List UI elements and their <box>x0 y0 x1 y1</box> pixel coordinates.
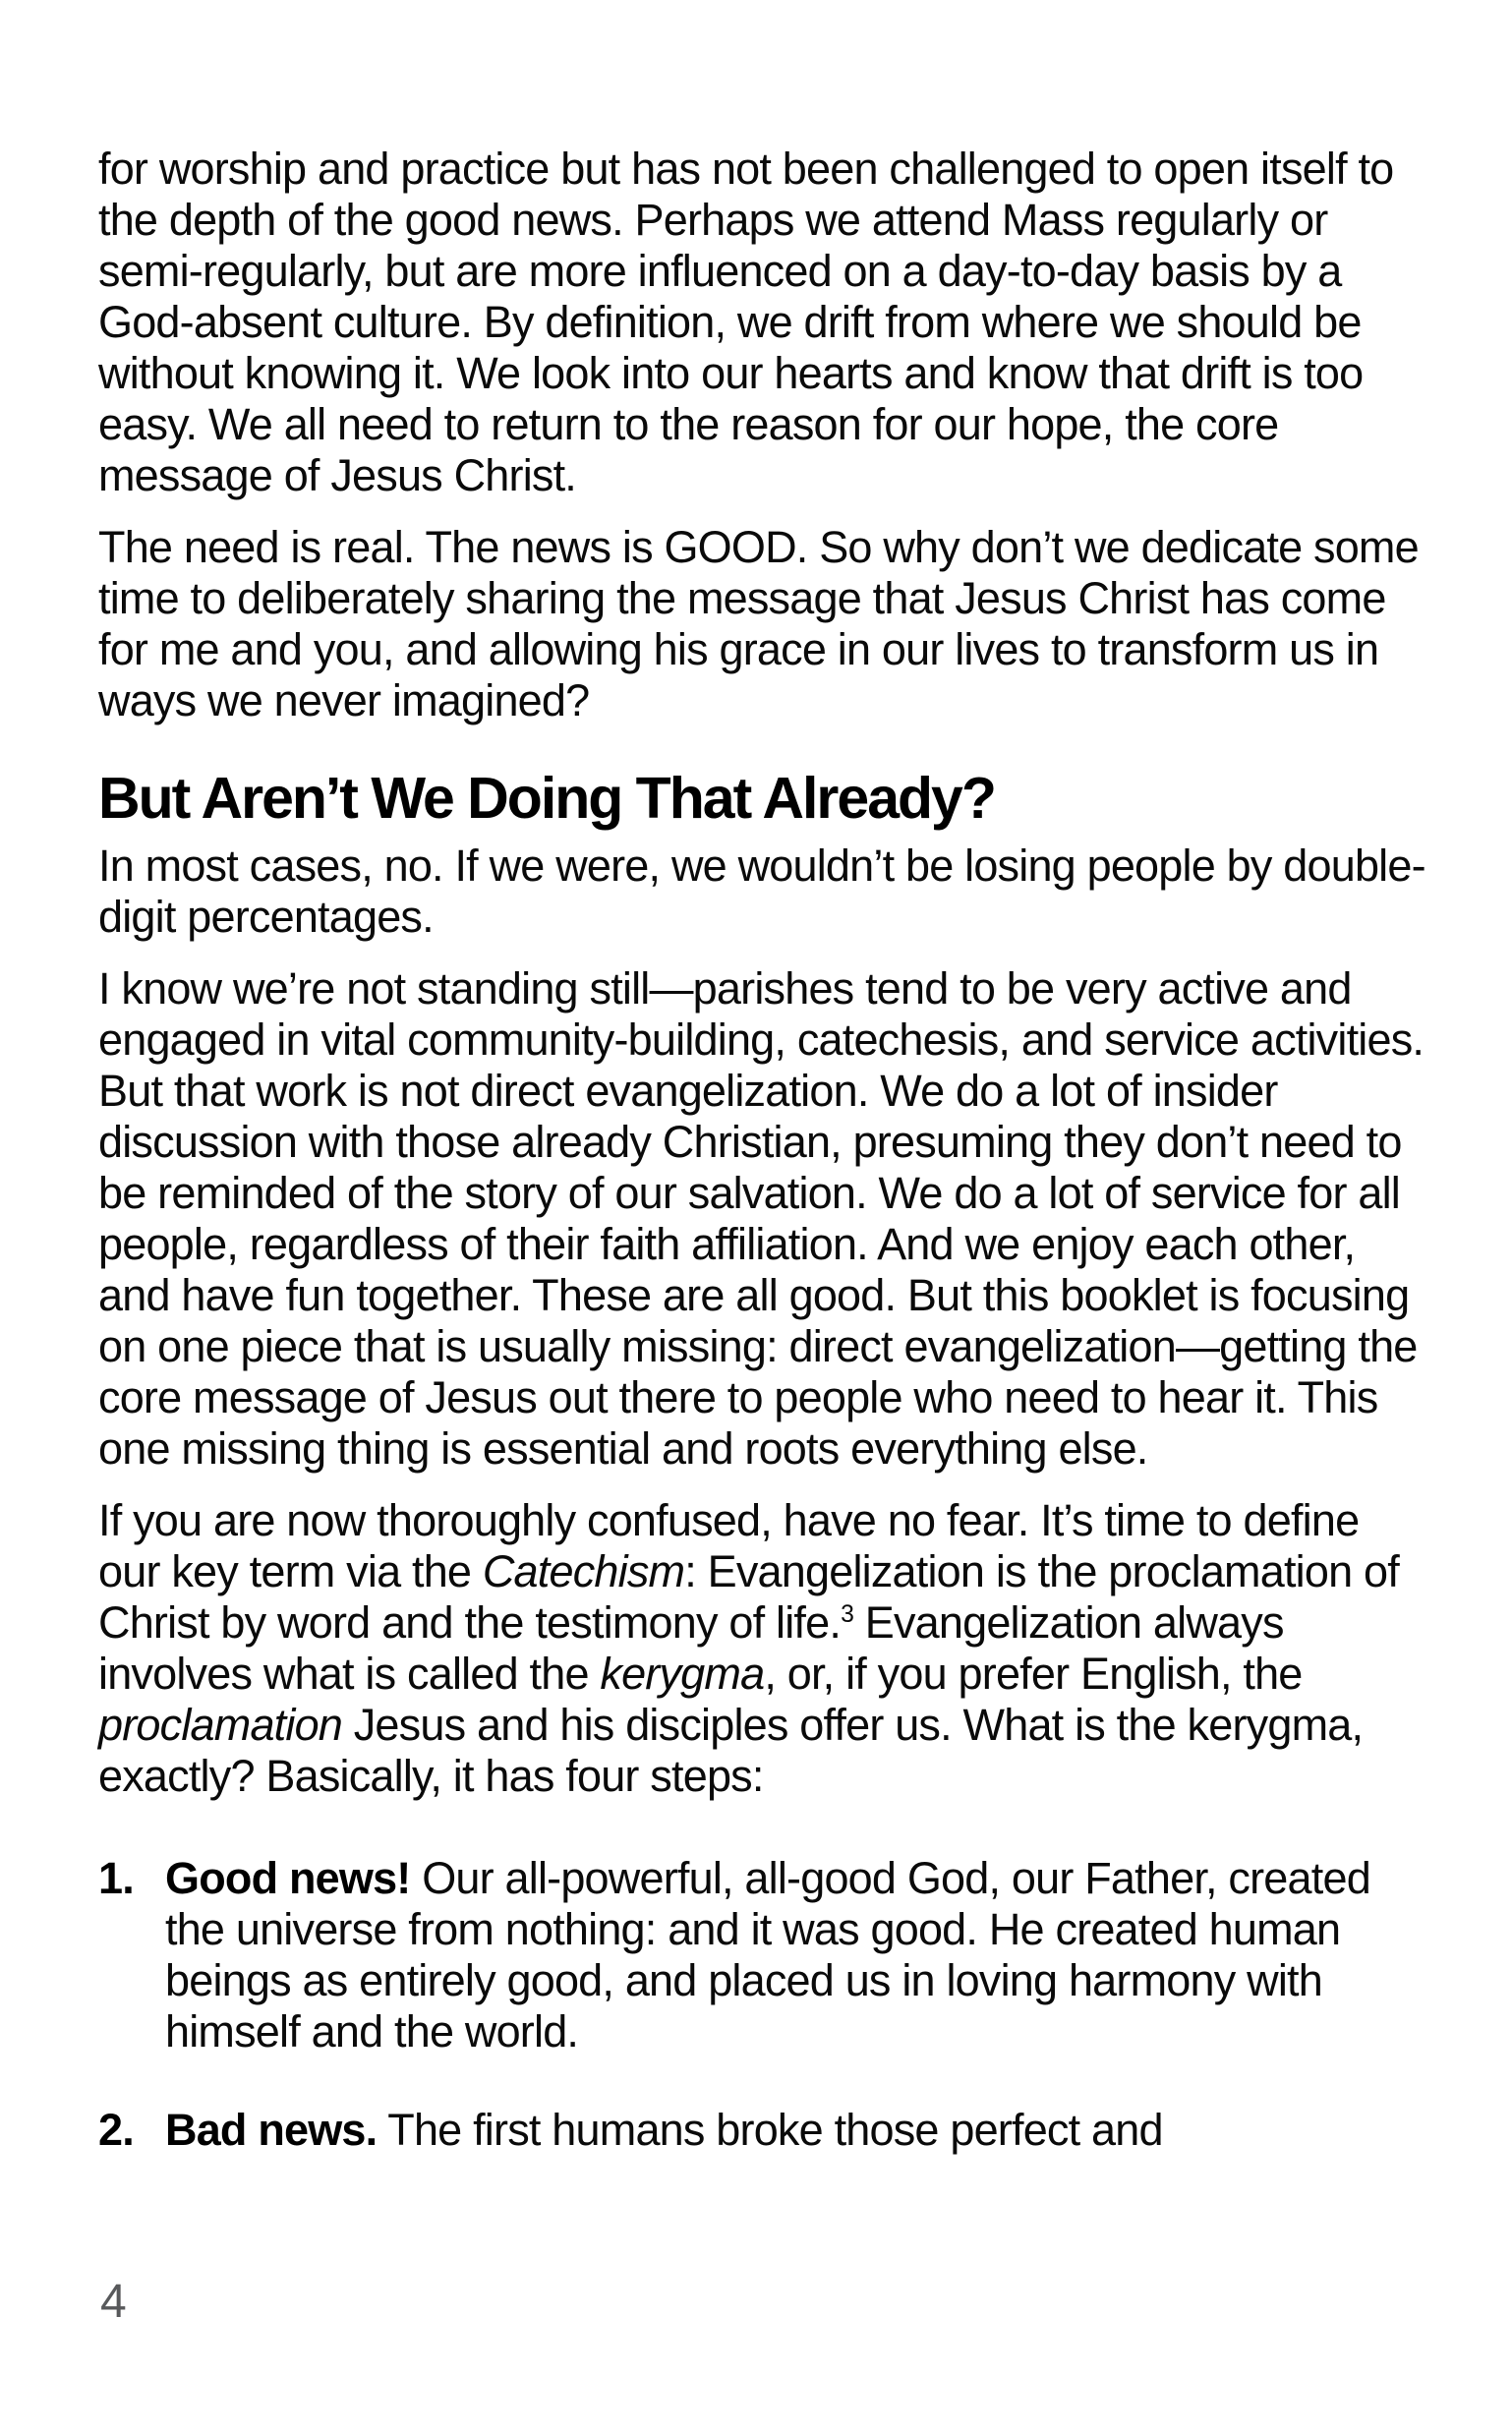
paragraph-worship-drift: for worship and practice but has not been challenged to open itself to the depth of the good news. Perhaps we attend Mass regularly or semi-regularly, but are more influenced on a day-to-day basis by a God-absent culture. By definition, we drift from where we should be without knowing it. We look into our hearts and know that drift is too easy. We all need to return to the reason for our hope, the core message of Jesus Christ. <box>98 144 1394 500</box>
list-item-body <box>165 2105 1425 2156</box>
page-number: 4 <box>100 2276 127 2328</box>
italic-term-proclamation: proclamation <box>98 1700 343 1750</box>
list-item-lead: Good news! <box>165 1853 411 1903</box>
list-item-number: 1. <box>98 1853 134 1903</box>
kerygma-steps-list <box>98 1853 1425 2156</box>
define-segment-2: : Evangelization is the proclamation of Christ by word and the testimony of life. <box>98 1546 1399 1648</box>
define-segment-4: , or, if you prefer English, the <box>764 1649 1303 1699</box>
list-item-bad-news <box>98 2105 1425 2156</box>
define-segment-1: If you are now thoroughly confused, have no fear. It’s time to define our key term via the <box>98 1495 1360 1596</box>
paragraph-define-evangelization <box>98 1495 1425 1802</box>
list-item-number: 2. <box>98 2105 134 2155</box>
section-heading-but-arent-we-doing-that-already: But Aren’t We Doing That Already? <box>98 766 995 831</box>
footnote-marker-3: 3 <box>841 1601 854 1628</box>
paragraph-need-is-real: The need is real. The news is GOOD. So why don’t we dedicate some time to deliberately sharing the message that Jesus Christ has come for me and you, and allowing his grace in our lives to transform us in ways we never imagined? <box>98 522 1419 725</box>
paragraph-in-most-cases: In most cases, no. If we were, we wouldn’t be losing people by double-digit percentages. <box>98 840 1425 942</box>
list-item-lead: Bad news. <box>165 2105 378 2155</box>
list-item-body <box>165 1853 1425 2057</box>
define-segment-3: Evangelization always involves what is called the <box>98 1597 1284 1699</box>
italic-term-kerygma: kerygma <box>600 1649 765 1699</box>
italic-term-catechism: Catechism <box>482 1546 685 1596</box>
list-item-text: Our all-powerful, all-good God, our Father, created the universe from nothing: and it was good. He created human beings as entirely good, and placed us in loving harmony with himself and the world. <box>165 1853 1370 2056</box>
list-item-good-news <box>98 1853 1425 2057</box>
paragraph-parish-activity: I know we’re not standing still—parishes tend to be very active and engaged in vital community-building, catechesis, and service activities. But that work is not direct evangelization. We do a lot of insider discussion with those already Christian, presuming they don’t need to be reminded of the story of our salvation. We do a lot of service for all people, regardless of their faith affiliation. And we enjoy each other, and have fun together. These are all good. But this booklet is focusing on one piece that is usually missing: direct evangelization—getting the core message of Jesus out there to people who need to hear it. This one missing thing is essential and roots everything else. <box>98 963 1425 1474</box>
list-item-text: The first humans broke those perfect and <box>387 2105 1163 2155</box>
define-segment-5: Jesus and his disciples offer us. What is the kerygma, exactly? Basically, it has four steps: <box>98 1700 1364 1801</box>
